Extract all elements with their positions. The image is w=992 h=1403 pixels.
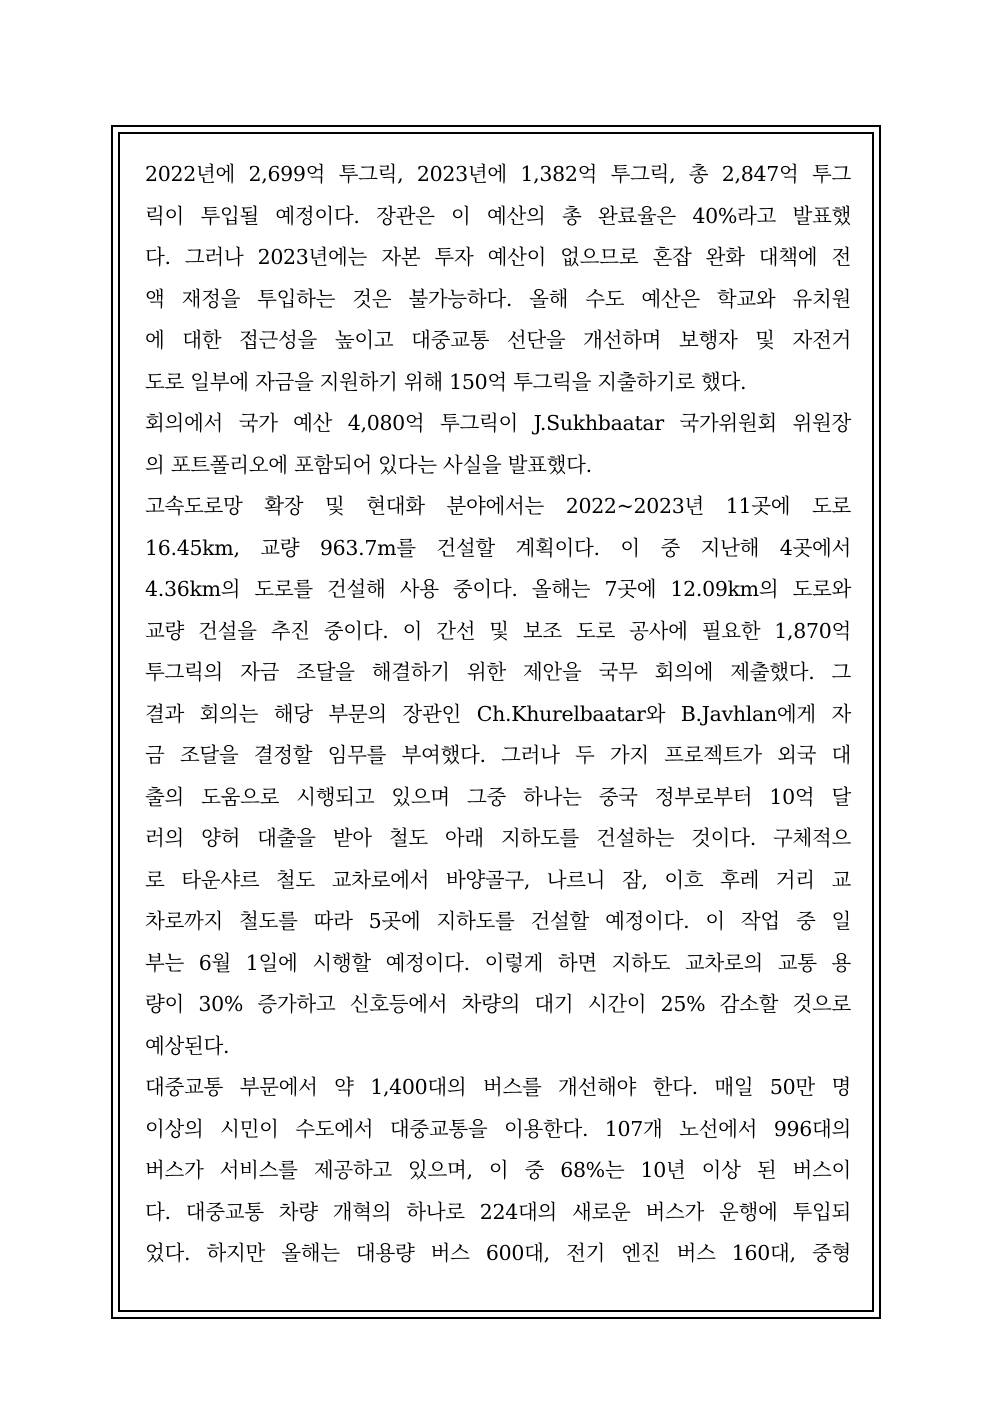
text-line: 결과 회의는 해당 부문의 장관인 Ch.Khurelbaatar와 B.Javhlan에게 자 [145,701,851,726]
text-line: 버스가 서비스를 제공하고 있으며, 이 중 68%는 10년 이상 된 버스이 [145,1158,851,1182]
text-line: 로 타운샤르 철도 교차로에서 바양골구, 나르니 잠, 이흐 후레 거리 교 [145,867,851,892]
text-line: 러의 양허 대출을 받아 철도 아래 지하도를 건설하는 것이다. 구체적으 [145,826,851,850]
text-line: 부는 6월 1일에 시행할 예정이다. 이렇게 하면 지하도 교차로의 교통 용 [145,950,851,975]
text-line: 출의 도움으로 시행되고 있으며 그중 하나는 중국 정부로부터 10억 달 [145,784,851,809]
text-line: 16.45km, 교량 963.7m를 건설할 계획이다. 이 중 지난해 4곳에서 [145,535,851,560]
text-line: 4.36km의 도로를 건설해 사용 중이다. 올해는 7곳에 12.09km의 도로와 [145,577,851,601]
text-line: 었다. 하지만 올해는 대용량 버스 600대, 전기 엔진 버스 160대, 중형 [145,1241,851,1265]
text-line: 의 포트폴리오에 포함되어 있다는 사실을 발표했다. [145,452,592,477]
text-line: 대중교통 부문에서 약 1,400대의 버스를 개선해야 한다. 매일 50만 명 [145,1075,851,1099]
text-line: 교량 건설을 추진 중이다. 이 간선 및 보조 도로 공사에 필요한 1,870억 [145,618,851,643]
text-line: 액 재정을 투입하는 것은 불가능하다. 올해 수도 예산은 학교와 유치원 [145,286,851,311]
text-line: 2022년에 2,699억 투그릭, 2023년에 1,382억 투그릭, 총 2,847억 투그 [145,162,851,186]
text-line: 회의에서 국가 예산 4,080억 투그릭이 J.Sukhbaatar 국가위원회 위원장 [145,411,851,435]
text-line: 도로 일부에 자금을 지원하기 위해 150억 투그릭을 지출하기로 했다. [145,369,747,394]
text-line: 고속도로망 확장 및 현대화 분야에서는 2022~2023년 11곳에 도로 [145,494,851,518]
text-line: 예상된다. [145,1033,230,1058]
text-line: 차로까지 철도를 따라 5곳에 지하도를 건설할 예정이다. 이 작업 중 일 [145,909,851,933]
text-line: 다. 대중교통 차량 개혁의 하나로 224대의 새로운 버스가 운행에 투입되 [145,1199,851,1224]
text-line: 에 대한 접근성을 높이고 대중교통 선단을 개선하며 보행자 및 자전거 [145,328,851,352]
text-line: 금 조달을 결정할 임무를 부여했다. 그러나 두 가지 프로젝트가 외국 대 [145,743,851,767]
text-line: 다. 그러나 2023년에는 자본 투자 예산이 없으므로 혼잡 완화 대책에 전 [145,245,851,269]
text-line: 릭이 투입될 예정이다. 장관은 이 예산의 총 완료율은 40%라고 발표했 [145,203,851,228]
text-line: 량이 30% 증가하고 신호등에서 차량의 대기 시간이 25% 감소할 것으로 [145,992,851,1016]
text-line: 이상의 시민이 수도에서 대중교통을 이용한다. 107개 노선에서 996대의 [145,1116,851,1141]
text-line: 투그릭의 자금 조달을 해결하기 위한 제안을 국무 회의에 제출했다. 그 [145,660,851,684]
document-body [145,154,851,1275]
